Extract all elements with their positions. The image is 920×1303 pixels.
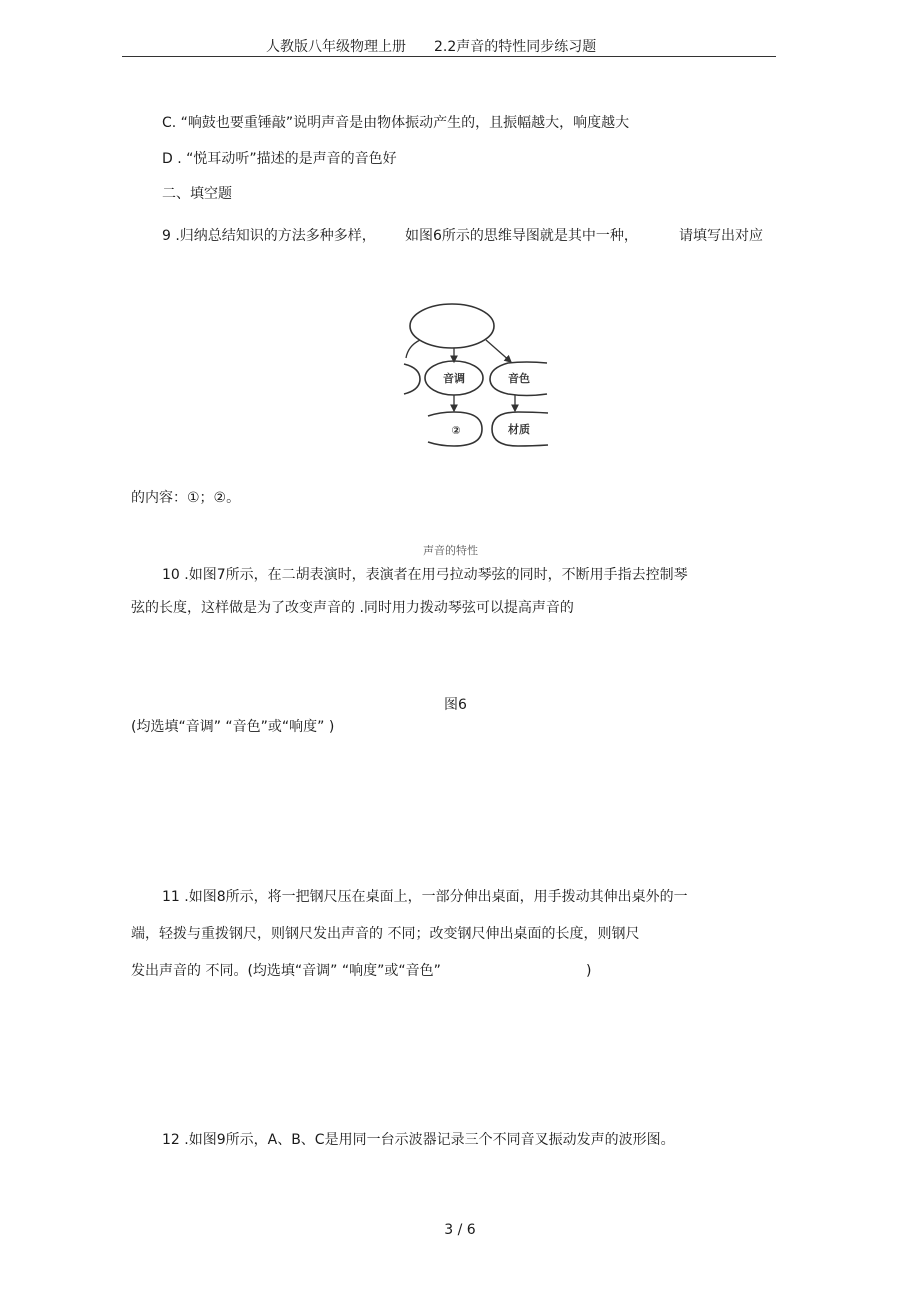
question-11-line3 xyxy=(131,961,611,981)
header-lesson-title: 2.2声音的特性同步练习题 xyxy=(434,39,597,55)
option-c: C. “响鼓也要重锤敲”说明声音是由物体振动产生的，且振幅越大，响度越大 xyxy=(162,115,630,131)
timbre-node-label: 音色 xyxy=(508,372,530,385)
pitch-node-label: 音调 xyxy=(443,372,465,385)
circle2-node-label: ② xyxy=(451,424,461,437)
mind-map-diagram xyxy=(402,300,552,450)
header-book-title: 人教版八年级物理上册 xyxy=(266,39,406,55)
question-9-part2: 如图6所示的思维导图就是其中一种， xyxy=(405,228,638,244)
question-12-line1: 12 .如图9所示，A、B、C是用同一台示波器记录三个不同音叉振动发声的波形图。 xyxy=(162,1132,675,1148)
question-9-part3: 请填写出对应 xyxy=(679,228,763,244)
question-10-note: (均选填“音调” “音色”或“响度” ) xyxy=(131,719,335,735)
page-header xyxy=(122,38,776,57)
root-node xyxy=(410,304,494,348)
question-9-part1: 9 .归纳总结知识的方法多种多样， xyxy=(162,228,376,244)
figure-6-label: 图6 xyxy=(444,697,467,713)
branch-left xyxy=(406,340,420,358)
section-title: 二、填空题 xyxy=(162,186,232,202)
question-9-continuation: 的内容：①；②。 xyxy=(131,490,241,506)
question-11-line2: 端，轻拨与重拨钢尺，则钢尺发出声音的 不同；改变钢尺伸出桌面的长度，则钢尺 xyxy=(131,926,640,942)
question-11-line3-text: 发出声音的 不同。(均选填“音调” “响度”或“音色” xyxy=(131,963,441,979)
question-11-line1: 11 .如图8所示，将一把钢尺压在桌面上，一部分伸出桌面，用手拨动其伸出桌外的一 xyxy=(162,889,688,905)
option-d: D . “悦耳动听”描述的是声音的音色好 xyxy=(162,151,397,167)
question-9-line1 xyxy=(162,226,782,246)
diagram-caption: 声音的特性 xyxy=(423,544,478,557)
page-number: 3 / 6 xyxy=(444,1222,476,1238)
loudness-node-partial xyxy=(404,364,420,394)
question-11-closing-paren: ) xyxy=(586,963,592,979)
material-node-label: 材质 xyxy=(508,423,530,436)
branch-timbre xyxy=(486,340,511,362)
question-10-line1: 10 .如图7所示，在二胡表演时，表演者在用弓拉动琴弦的同时，不断用手指去控制琴 xyxy=(162,567,688,583)
question-10-line2: 弦的长度，这样做是为了改变声音的 .同时用力拨动琴弦可以提高声音的 xyxy=(131,600,574,616)
